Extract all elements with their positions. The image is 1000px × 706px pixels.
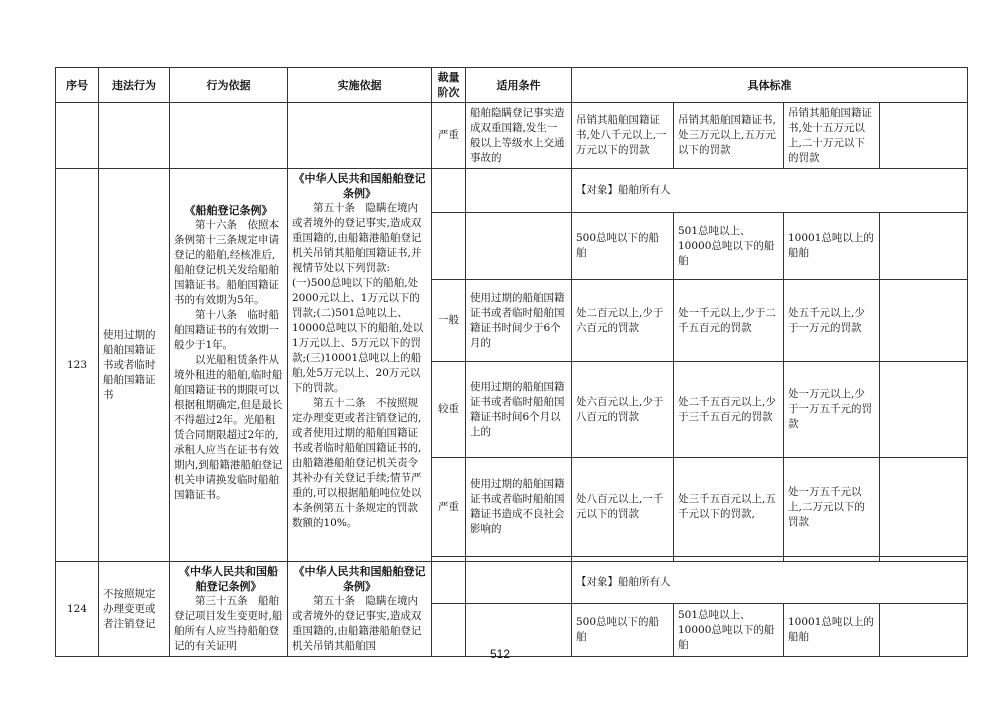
act-cell: 不按照规定办理变更或者注销登记 — [99, 562, 170, 657]
tonnage-cell: 501总吨以上、10000总吨以下的船舶 — [674, 604, 784, 657]
condition-cell: 使用过期的船舶国籍证书或者临时船舶国籍证书造成不良社会影响的 — [466, 458, 572, 557]
penalty-table — [55, 67, 968, 657]
header-impl: 实施依据 — [288, 68, 432, 103]
standard-cell: 处一万元以上,少于一万五千元的罚款 — [784, 362, 880, 458]
seq-cell: 123 — [56, 169, 99, 562]
level-cell: 严重 — [432, 103, 466, 169]
tonnage-cell: 10001总吨以上的船舶 — [784, 213, 880, 280]
standard-cell: 处五千元以上,少于一万元的罚款 — [784, 280, 880, 362]
level-cell: 严重 — [432, 458, 466, 557]
standard-cell: 处一万五千元以上,二万元以下的罚款 — [784, 458, 880, 557]
header-basis: 行为依据 — [170, 68, 288, 103]
impl-paragraph: 第五十条 隐瞒在境内或者境外的登记事实,造成双重国籍的,由船籍港船舶登记机关吊销其船舶国 — [292, 595, 422, 652]
basis-law-title: 《中华人民共和国船舶登记条例》 — [179, 565, 278, 593]
act-cell: 使用过期的船舶国籍证书或者临时船舶国籍证书 — [99, 169, 170, 562]
page-number: 512 — [489, 647, 511, 661]
header-std: 具体标准 — [572, 68, 968, 103]
standard-cell: 处三千五百元以上,五千元以下的罚款, — [674, 458, 784, 557]
standard-cell: 处二百元以上,少于六百元的罚款 — [572, 280, 674, 362]
basis-cell — [170, 562, 288, 657]
standard-cell: 吊销其船舶国籍证书,处八千元以上,一万元以下的罚款 — [572, 103, 674, 169]
impl-law-title: 《中华人民共和国船舶登记条例》 — [293, 172, 426, 200]
header-row — [56, 68, 968, 103]
condition-cell: 使用过期的船舶国籍证书或者临时船舶国籍证书时间少于6个月的 — [466, 280, 572, 362]
condition-cell: 使用过期的船舶国籍证书或者临时船舶国籍证书时间6个月以上的 — [466, 362, 572, 458]
standard-cell: 处八百元以上,一千元以下的罚款 — [572, 458, 674, 557]
level-cell: 较重 — [432, 362, 466, 458]
header-seq: 序号 — [56, 68, 99, 103]
impl-cell — [288, 169, 432, 562]
header-act: 违法行为 — [99, 68, 170, 103]
tonnage-cell: 10001总吨以上的船舶 — [784, 604, 880, 657]
seq-cell: 124 — [56, 562, 99, 657]
header-cond: 适用条件 — [466, 68, 572, 103]
table-row — [56, 169, 968, 213]
table-row — [56, 562, 968, 604]
basis-cell — [170, 169, 288, 562]
basis-paragraph: 以光船租赁条件从境外租进的船舶,临时船舶国籍证书的期限可以根据租期确定,但是最长不得超过2年。光船租赁合同期限超过2年的,承租人应当在证书有效期内,到船籍港船舶登记机关申请换发临时船舶国籍证书。 — [174, 354, 283, 501]
impl-law-title: 《中华人民共和国船舶登记条例》 — [293, 565, 426, 593]
standard-cell: 吊销其船舶国籍证书,处十五万元以上,二十万元以下的罚款 — [784, 103, 880, 169]
basis-paragraph: 第十八条 临时船舶国籍证书的有效期一般少于1年。 — [174, 309, 279, 351]
table-row — [56, 103, 968, 169]
impl-paragraph: 第五十二条 不按照规定办理变更或者注销登记的,或者使用过期的船舶国籍证书或者临时船舶国籍证书的,由船籍港船舶登记机关责令其补办有关登记手续;情节严重的,可以根据船舶吨位处以本条例第五十条规定的罚款数额的10%。 — [292, 397, 422, 529]
basis-law-title: 《船舶登记条例》 — [184, 204, 273, 217]
tonnage-cell: 500总吨以下的船舶 — [572, 213, 674, 280]
target-cell: 【对象】船舶所有人 — [572, 562, 968, 604]
standard-cell: 吊销其船舶国籍证书,处三万元以上,五万元以下的罚款 — [674, 103, 784, 169]
target-cell: 【对象】船舶所有人 — [572, 169, 968, 213]
impl-cell — [288, 562, 432, 657]
standard-cell: 处二千五百元以上,少于三千五百元的罚款 — [674, 362, 784, 458]
standard-cell: 处一千元以上,少于二千五百元的罚款 — [674, 280, 784, 362]
header-level: 裁量 阶次 — [432, 68, 466, 103]
tonnage-cell: 501总吨以上、10000总吨以下的船舶 — [674, 213, 784, 280]
basis-paragraph: 第三十五条 船舶登记项目发生变更时,船舶所有人应当持船舶登记的有关证明 — [174, 595, 283, 652]
basis-paragraph: 第十六条 依照本条例第十三条规定申请登记的船舶,经核准后,船舶登记机关发给船舶国籍证书。船舶国籍证书的有效期为5年。 — [174, 219, 279, 306]
standard-cell: 处六百元以上,少于八百元的罚款 — [572, 362, 674, 458]
impl-paragraph: 第五十条 隐瞒在境内或者境外的登记事实,造成双重国籍的,由船籍港船舶登记机关吊销其船舶国籍证书,并视情节处以下列罚款:(一)500总吨以下的船舶,处2000元以上、1万元以下的罚款;(二)501总吨以上、10000总吨以下的船舶,处以1万元以上、5万元以下的罚款;(三)10001总吨以上的船舶,处5万元以上、20万元以下的罚款。 — [292, 202, 424, 394]
condition-cell: 船舶隐瞒登记事实造成双重国籍,发生一般以上等级水上交通事故的 — [466, 103, 572, 169]
tonnage-cell: 500总吨以下的船舶 — [572, 604, 674, 657]
level-cell: 一般 — [432, 280, 466, 362]
